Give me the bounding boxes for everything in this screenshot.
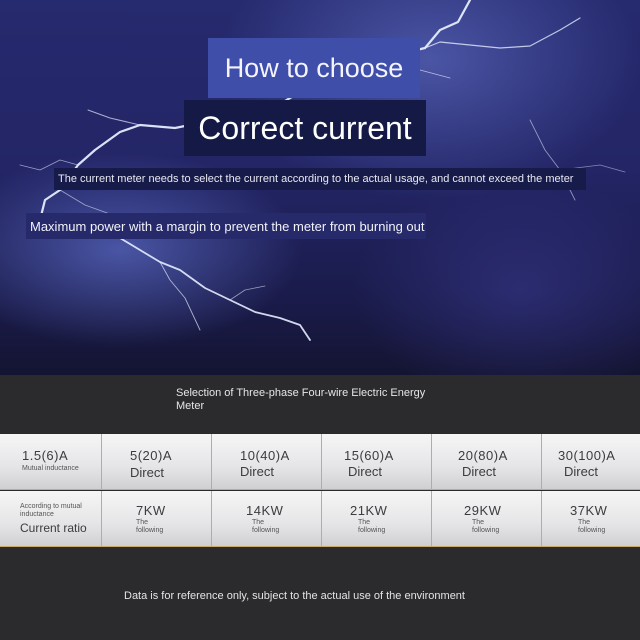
table-cell <box>102 491 212 547</box>
cell-value: 14KW <box>246 503 284 518</box>
cell-note: The following <box>358 519 386 534</box>
cell-value: 20(80)A <box>458 448 508 463</box>
cell-value: 10(40)A <box>240 448 290 463</box>
cell-subtitle: Direct <box>564 464 598 479</box>
max-power-note: Maximum power with a margin to prevent the meter from burning out <box>26 213 426 239</box>
cell-subtitle: Direct <box>348 464 382 479</box>
cell-value: 30(100)A <box>558 448 616 463</box>
lightning-branch <box>425 18 580 48</box>
cell-note: The following <box>252 519 280 534</box>
cell-value: 29KW <box>464 503 502 518</box>
lightning-bolt <box>120 238 310 340</box>
footnote-text: Data is for reference only, subject to the actual use of the environment <box>124 590 465 602</box>
table-cell <box>212 434 322 490</box>
table-cell <box>322 491 432 547</box>
lightning-branch <box>230 286 265 300</box>
table-cell <box>0 434 102 490</box>
lightning-branch <box>60 190 110 214</box>
cell-note: According to mutual inductance <box>20 503 82 518</box>
table-cell <box>102 434 212 490</box>
cell-subtitle: Direct <box>130 465 164 480</box>
cell-value: 1.5(6)A <box>22 448 69 463</box>
cell-label: Current ratio <box>20 521 87 535</box>
cell-note: The following <box>578 519 606 534</box>
cell-note: Mutual inductance <box>22 465 79 472</box>
table-cell <box>212 491 322 547</box>
description-text: The current meter needs to select the current according to the actual usage, and cannot exceed the meter <box>54 168 586 190</box>
title-line-2: Correct current <box>184 100 426 156</box>
lightning-branch <box>88 110 140 125</box>
cell-value: 21KW <box>350 503 388 518</box>
cell-subtitle: Direct <box>240 464 274 479</box>
cell-note: The following <box>472 519 500 534</box>
selection-title: Selection of Three-phase Four-wire Electric Energy Meter <box>176 387 426 412</box>
table-cell <box>432 491 542 547</box>
table-cell <box>542 434 640 490</box>
cell-value: 7KW <box>136 503 166 518</box>
current-selection-table <box>0 434 640 547</box>
cell-subtitle: Direct <box>462 464 496 479</box>
table-cell <box>432 434 542 490</box>
cell-value: 5(20)A <box>130 448 173 463</box>
table-cell <box>0 491 102 547</box>
cell-note: The following <box>136 519 164 534</box>
title-line-1: How to choose <box>208 38 420 98</box>
cell-value: 37KW <box>570 503 608 518</box>
lightning-branch <box>160 262 200 330</box>
table-cell <box>322 434 432 490</box>
cell-value: 15(60)A <box>344 448 394 463</box>
table-cell <box>542 491 640 547</box>
